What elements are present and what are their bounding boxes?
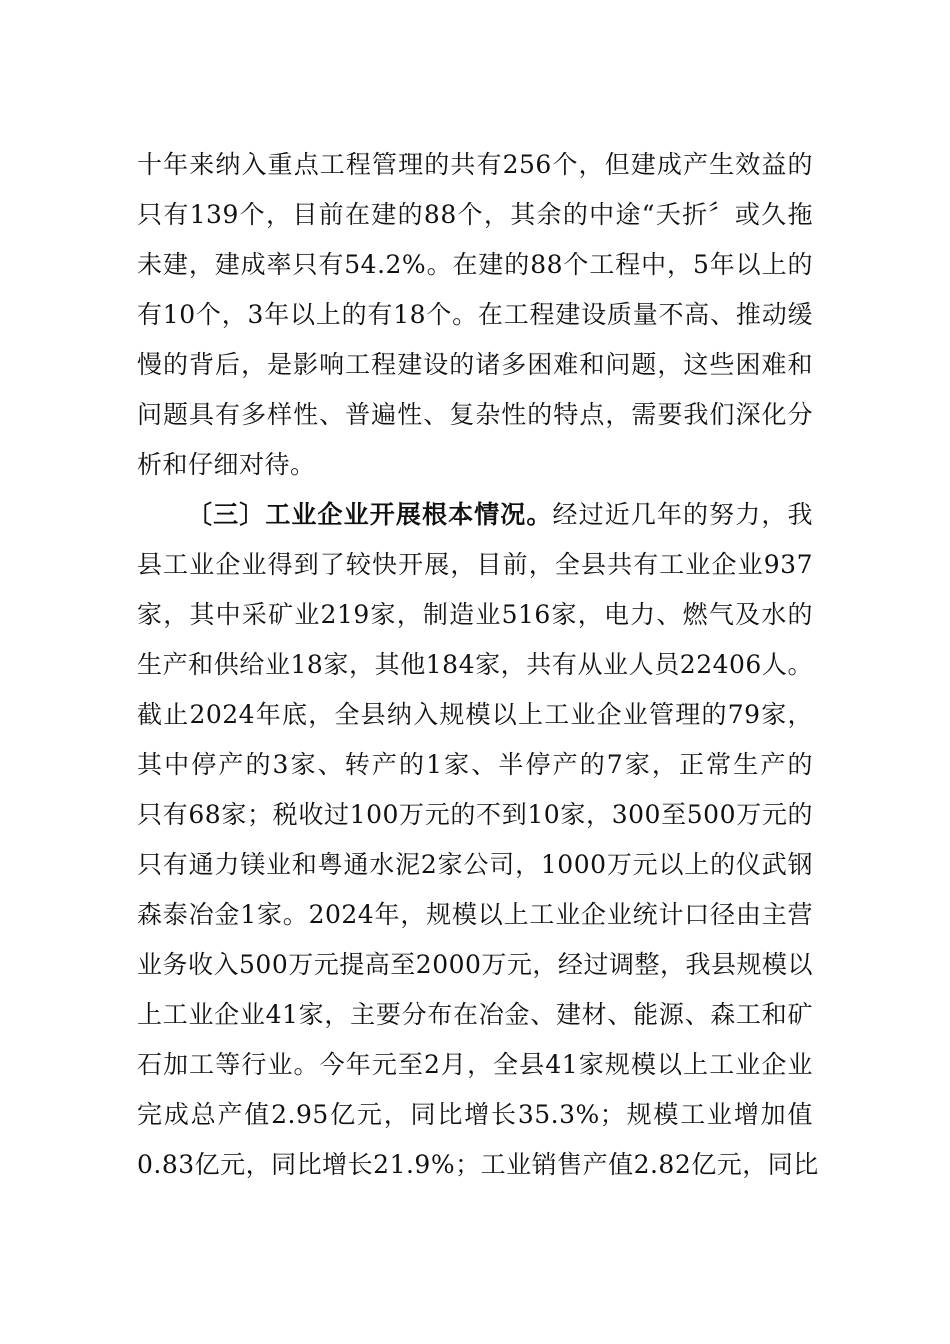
paragraph-line: 截止2024年底，全县纳入规模以上工业企业管理的79家， xyxy=(137,700,813,729)
section-heading: 〔三〕工业企业开展根本情况。 xyxy=(187,500,553,529)
paragraph-first-line-text: 经过近几年的努力，我 xyxy=(552,500,813,529)
paragraph-line: 析和仔细对待。 xyxy=(137,450,316,479)
paragraph-line: 上工业企业41家，主要分布在冶金、建材、能源、森工和矿 xyxy=(137,1000,813,1029)
paragraph-line: 家，其中采矿业219家，制造业516家，电力、燃气及水的 xyxy=(137,600,813,629)
paragraph-line: 石加工等行业。今年元至2月，全县41家规模以上工业企业 xyxy=(137,1050,813,1079)
paragraph-line: 只有68家；税收过100万元的不到10家，300至500万元的 xyxy=(137,800,813,829)
paragraph-first-line xyxy=(137,490,813,540)
paragraph-line: 有10个，3年以上的有18个。在工程建设质量不高、推动缓 xyxy=(137,300,813,329)
paragraph-line: 0.83亿元，同比增长21.9%；工业销售产值2.82亿元，同比 xyxy=(137,1150,819,1179)
paragraph-line: 十年来纳入重点工程管理的共有256个，但建成产生效益的 xyxy=(137,150,813,179)
paragraph-line: 问题具有多样性、普遍性、复杂性的特点，需要我们深化分 xyxy=(137,400,813,429)
paragraph-line: 森泰冶金1家。2024年，规模以上工业企业统计口径由主营 xyxy=(137,900,813,929)
paragraph-line: 业务收入500万元提高至2000万元，经过调整，我县规模以 xyxy=(137,950,813,979)
paragraph-line: 其中停产的3家、转产的1家、半停产的7家，正常生产的 xyxy=(137,750,813,779)
paragraph-line: 未建，建成率只有54.2%。在建的88个工程中，5年以上的 xyxy=(137,250,813,279)
paragraph-line: 慢的背后，是影响工程建设的诸多困难和问题，这些困难和 xyxy=(137,350,813,379)
paragraph-industrial-enterprises xyxy=(137,490,819,1190)
paragraph-project-management xyxy=(137,140,813,490)
paragraph-line: 县工业企业得到了较快开展，目前，全县共有工业企业937 xyxy=(137,550,813,579)
paragraph-line: 只有通力镁业和粤通水泥2家公司，1000万元以上的仪武钢 xyxy=(137,850,813,879)
paragraph-line: 完成总产值2.95亿元，同比增长35.3%；规模工业增加值 xyxy=(137,1100,813,1129)
paragraph-line: 生产和供给业18家，其他184家，共有从业人员22406人。 xyxy=(137,650,813,679)
paragraph-line: 只有139个，目前在建的88个，其余的中途“夭折〞或久拖 xyxy=(137,200,813,229)
